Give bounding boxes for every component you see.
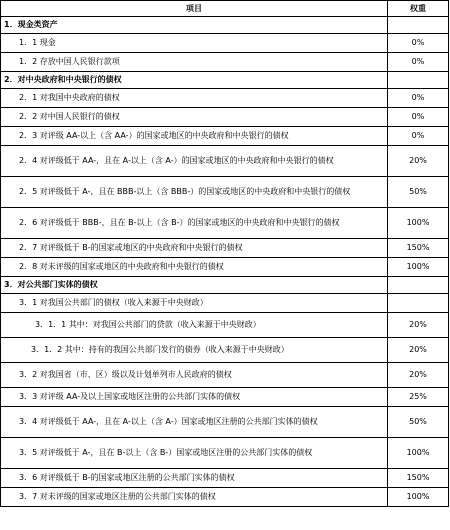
section-title: 2．对中央政府和中央银行的债权 <box>1 72 388 89</box>
table-row <box>1 294 449 313</box>
item-cell: 2．7 对评级低于 B-的国家或地区的中央政府和中央银行的债权 <box>1 239 388 258</box>
weight-cell: 0% <box>388 89 449 108</box>
section-row <box>1 17 449 34</box>
column-header-item: 项目 <box>1 1 388 17</box>
item-cell: 2．2 对中国人民银行的债权 <box>1 108 388 127</box>
column-header-weight: 权重 <box>388 1 449 17</box>
weight-cell: 50% <box>388 407 449 438</box>
table-header-row <box>1 1 449 17</box>
item-cell: 2．5 对评级低于 A-，且在 BBB-以上（含 BBB-）的国家或地区的中央政府和中央银行的债权 <box>1 177 388 208</box>
item-cell: 2．8 对未评级的国家或地区的中央政府和中央银行的债权 <box>1 258 388 277</box>
table-row <box>1 388 449 407</box>
weight-cell <box>388 294 449 313</box>
table-row <box>1 89 449 108</box>
weight-cell: 20% <box>388 363 449 388</box>
weight-cell: 50% <box>388 177 449 208</box>
table-row <box>1 338 449 363</box>
table-row <box>1 407 449 438</box>
table-row <box>1 488 449 507</box>
table-row <box>1 127 449 146</box>
table-row <box>1 208 449 239</box>
table-row <box>1 363 449 388</box>
weight-cell: 20% <box>388 313 449 338</box>
table-row <box>1 239 449 258</box>
table-row <box>1 177 449 208</box>
item-cell: 3．3 对评级 AA-及以上国家或地区注册的公共部门实体的债权 <box>1 388 388 407</box>
item-cell: 2．1 对我国中央政府的债权 <box>1 89 388 108</box>
weight-cell: 20% <box>388 146 449 177</box>
table-row <box>1 438 449 469</box>
item-cell: 2．4 对评级低于 AA-，且在 A-以上（含 A-）的国家或地区的中央政府和中央银行的债权 <box>1 146 388 177</box>
weight-cell: 0% <box>388 108 449 127</box>
item-cell: 2．6 对评级低于 BBB-，且在 B-以上（含 B-）的国家或地区的中央政府和中央银行的债权 <box>1 208 388 239</box>
item-cell: 3．1．1 其中：对我国公共部门的贷款（收入来源于中央财政） <box>1 313 388 338</box>
table-row <box>1 53 449 72</box>
section-row <box>1 72 449 89</box>
weight-cell <box>388 17 449 34</box>
item-cell: 3．4 对评级低于 AA-，且在 A-以上（含 A-）国家或地区注册的公共部门实体的债权 <box>1 407 388 438</box>
item-cell: 3．1．2 其中：持有的我国公共部门发行的债券（收入来源于中央财政） <box>1 338 388 363</box>
weight-cell: 100% <box>388 488 449 507</box>
weight-cell: 100% <box>388 208 449 239</box>
weight-cell: 150% <box>388 239 449 258</box>
table-row <box>1 34 449 53</box>
table-row <box>1 108 449 127</box>
item-cell: 3．2 对我国省（市、区）级以及计划单列市人民政府的债权 <box>1 363 388 388</box>
weight-cell: 150% <box>388 469 449 488</box>
weight-cell <box>388 277 449 294</box>
item-cell: 1．1 现金 <box>1 34 388 53</box>
weight-cell <box>388 72 449 89</box>
weight-cell: 0% <box>388 53 449 72</box>
weight-cell: 100% <box>388 438 449 469</box>
table-row <box>1 258 449 277</box>
item-cell: 3．7 对未评级的国家或地区注册的公共部门实体的债权 <box>1 488 388 507</box>
weight-cell: 20% <box>388 338 449 363</box>
section-title: 3．对公共部门实体的债权 <box>1 277 388 294</box>
item-cell: 1．2 存放中国人民银行款项 <box>1 53 388 72</box>
table-row <box>1 469 449 488</box>
item-cell: 2．3 对评级 AA-以上（含 AA-）的国家或地区的中央政府和中央银行的债权 <box>1 127 388 146</box>
item-cell: 3．6 对评级低于 B-的国家或地区注册的公共部门实体的债权 <box>1 469 388 488</box>
weight-cell: 0% <box>388 34 449 53</box>
item-cell: 3．5 对评级低于 A-，且在 B-以上（含 B-）国家或地区注册的公共部门实体的债权 <box>1 438 388 469</box>
weight-cell: 100% <box>388 258 449 277</box>
section-row <box>1 277 449 294</box>
weight-cell: 0% <box>388 127 449 146</box>
weight-cell: 25% <box>388 388 449 407</box>
table-row <box>1 313 449 338</box>
section-title: 1．现金类资产 <box>1 17 388 34</box>
item-cell: 3．1 对我国公共部门的债权（收入来源于中央财政） <box>1 294 388 313</box>
table-row <box>1 146 449 177</box>
